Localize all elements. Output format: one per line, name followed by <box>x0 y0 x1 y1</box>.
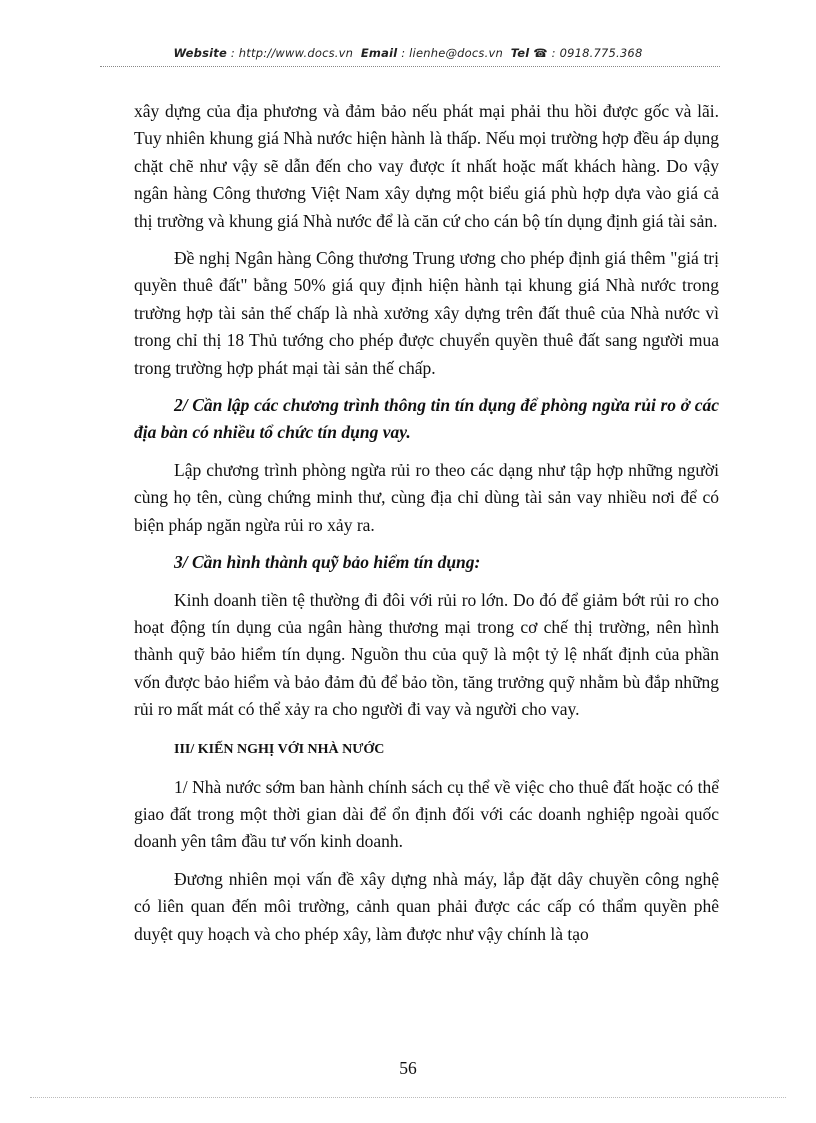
paragraph-4: Kinh doanh tiền tệ thường đi đôi với rủi ro lớn. Do đó để giảm bớt rủi ro cho hoạt động tín dụng của ngân hàng thương mại trong cơ chế thị trường, nên hình thành quỹ bảo hiểm tín dụng. Nguồn thu của quỹ là một tỷ lệ nhất định của phần vốn được bảo hiểm và bảo đảm đủ để bảo tồn, tăng trưởng quỹ nhằm bù đắp những rủi ro mất mát có thể xảy ra cho người đi vay và người cho vay. <box>134 589 719 720</box>
website-label: Website <box>173 46 227 60</box>
paragraph-5: 1/ Nhà nước sớm ban hành chính sách cụ thể về việc cho thuê đất hoặc có thể giao đất trong một thời gian dài để ổn định đối với các doanh nghiệp ngoài quốc doanh yên tâm đầu tư vốn kinh doanh. <box>134 776 719 852</box>
email-value: : lienhe@docs.vn <box>401 46 503 60</box>
paragraph-6: Đương nhiên mọi vấn đề xây dựng nhà máy, lắp đặt dây chuyền công nghệ có liên quan đến môi trường, cảnh quan phải được các cấp có thẩm quyền phê duyệt quy hoạch và cho phép xây, làm được như vậy chính là tạo <box>134 868 719 944</box>
heading-2: 2/ Cần lập các chương trình thông tin tín dụng để phòng ngừa rủi ro ở các địa bàn có nhiều tổ chức tín dụng vay. <box>134 395 719 443</box>
website-value: : http://www.docs.vn <box>230 46 354 60</box>
document-body <box>134 98 719 958</box>
section-title: III/ KIẾN NGHỊ VỚI NHÀ NƯỚC <box>174 741 385 757</box>
tel-label: Tel <box>510 46 530 60</box>
email-label: Email <box>360 46 398 60</box>
header-divider <box>100 66 720 67</box>
page-header <box>40 46 776 60</box>
heading-3: 3/ Cần hình thành quỹ bảo hiểm tín dụng: <box>174 552 481 573</box>
page-number: 56 <box>399 1058 417 1078</box>
tel-value: : 0918.775.368 <box>551 46 643 60</box>
paragraph-3: Lập chương trình phòng ngừa rủi ro theo các dạng như tập hợp những người cùng họ tên, cùng chứng minh thư, cùng địa chỉ dùng tài sản vay nhiều nơi để có biện pháp ngăn ngừa rủi ro xảy ra. <box>134 459 719 535</box>
paragraph-1: xây dựng của địa phương và đảm bảo nếu phát mại phải thu hồi được gốc và lãi. Tuy nhiên khung giá Nhà nước hiện hành là thấp. Nếu mọi trường hợp đều áp dụng chặt chẽ như vậy sẽ dẫn đến cho vay được ít nhất hoặc mất khách hàng. Do vậy ngân hàng Công thương Việt Nam xây dựng một biểu giá phù hợp dựa vào giá cả thị trường và khung giá Nhà nước để là căn cứ cho cán bộ tín dụng định giá tài sản. <box>134 101 719 231</box>
footer-divider <box>30 1097 786 1098</box>
phone-icon: ☎ <box>533 46 548 60</box>
paragraph-2: Đề nghị Ngân hàng Công thương Trung ương cho phép định giá thêm "giá trị quyền thuê đất" bằng 50% giá quy định hiện hành tại khung giá Nhà nước trong trường hợp tài sản thế chấp là nhà xưởng xây dựng trên đất thuê của Nhà nước vì trong chỉ thị 18 Thủ tướng cho phép được chuyển quyền thuê đất sang người mua trong trường hợp phát mại tài sản thế chấp. <box>134 248 719 378</box>
